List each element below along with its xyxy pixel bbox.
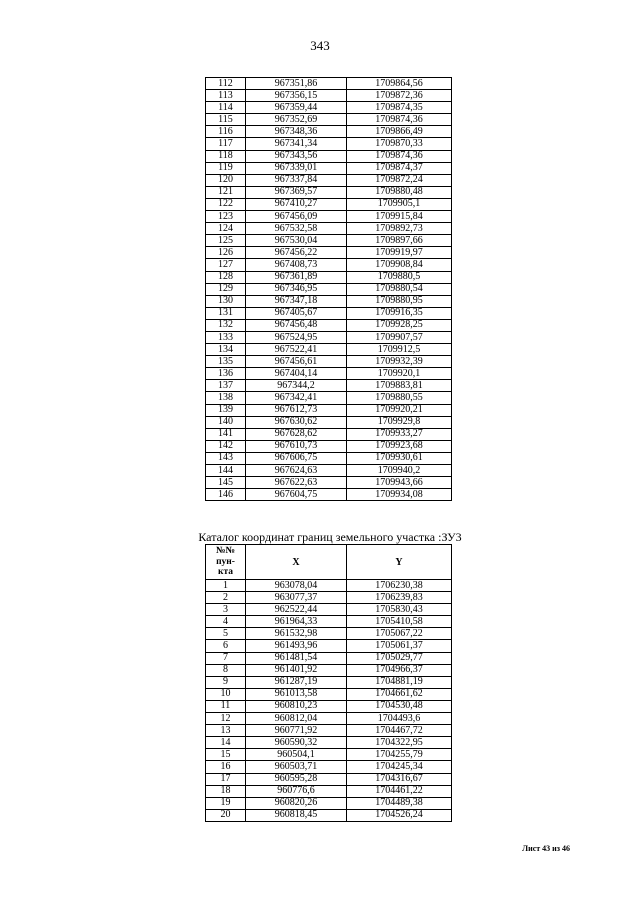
cell-y: 1709870,33: [347, 138, 452, 150]
cell-y: 1709934,08: [347, 489, 452, 501]
cell-y: 1709864,56: [347, 78, 452, 90]
table-row: [206, 440, 452, 452]
cell-x: 967532,58: [246, 223, 347, 235]
cell-y: 1709930,61: [347, 452, 452, 464]
cell-point-number: 3: [206, 604, 246, 616]
cell-y: 1705067,22: [347, 628, 452, 640]
cell-x: 967410,27: [246, 198, 347, 210]
cell-point-number: 13: [206, 725, 246, 737]
table-header-row: [206, 545, 452, 580]
cell-y: 1709920,21: [347, 404, 452, 416]
cell-y: 1709907,57: [347, 331, 452, 343]
cell-y: 1709880,48: [347, 186, 452, 198]
table-row: [206, 489, 452, 501]
cell-point-number: 146: [206, 489, 246, 501]
cell-point-number: 115: [206, 114, 246, 126]
cell-y: 1704467,72: [347, 725, 452, 737]
cell-x: 967408,73: [246, 259, 347, 271]
table-row: [206, 737, 452, 749]
cell-y: 1709919,97: [347, 247, 452, 259]
cell-y: 1709880,95: [347, 295, 452, 307]
cell-y: 1704493,6: [347, 713, 452, 725]
cell-point-number: 131: [206, 307, 246, 319]
cell-point-number: 12: [206, 713, 246, 725]
cell-y: 1709880,54: [347, 283, 452, 295]
cell-point-number: 119: [206, 162, 246, 174]
cell-x: 967351,86: [246, 78, 347, 90]
table-row: [206, 307, 452, 319]
cell-x: 967347,18: [246, 295, 347, 307]
cell-point-number: 125: [206, 235, 246, 247]
cell-x: 967456,48: [246, 319, 347, 331]
cell-x: 960771,92: [246, 725, 347, 737]
cell-point-number: 145: [206, 477, 246, 489]
cell-point-number: 18: [206, 785, 246, 797]
cell-point-number: 129: [206, 283, 246, 295]
cell-point-number: 20: [206, 809, 246, 821]
cell-x: 967405,67: [246, 307, 347, 319]
coordinates-table-body: [206, 78, 452, 501]
cell-point-number: 6: [206, 640, 246, 652]
table-row: [206, 368, 452, 380]
header-num-line2: пун-: [216, 556, 235, 567]
table-row: [206, 114, 452, 126]
cell-point-number: 114: [206, 102, 246, 114]
column-header-x: X: [246, 545, 347, 580]
cell-point-number: 14: [206, 737, 246, 749]
cell-y: 1709933,27: [347, 428, 452, 440]
cell-point-number: 122: [206, 198, 246, 210]
cell-x: 967456,09: [246, 211, 347, 223]
cell-x: 960810,23: [246, 700, 347, 712]
cell-x: 967356,15: [246, 90, 347, 102]
table-row: [206, 773, 452, 785]
cell-x: 967346,95: [246, 283, 347, 295]
cell-point-number: 113: [206, 90, 246, 102]
cell-y: 1709905,1: [347, 198, 452, 210]
cell-x: 967342,41: [246, 392, 347, 404]
table-row: [206, 616, 452, 628]
cell-x: 967456,61: [246, 356, 347, 368]
cell-point-number: 4: [206, 616, 246, 628]
cell-x: 967359,44: [246, 102, 347, 114]
sheet-counter: Лист 43 из 46: [522, 844, 570, 853]
cell-y: 1706230,38: [347, 580, 452, 592]
cell-x: 967352,69: [246, 114, 347, 126]
cell-x: 967622,63: [246, 477, 347, 489]
cell-x: 960595,28: [246, 773, 347, 785]
cell-x: 961287,19: [246, 676, 347, 688]
cell-point-number: 132: [206, 319, 246, 331]
cell-point-number: 116: [206, 126, 246, 138]
table-row: [206, 797, 452, 809]
table-row: [206, 604, 452, 616]
cell-point-number: 112: [206, 78, 246, 90]
cell-x: 967361,89: [246, 271, 347, 283]
cell-point-number: 8: [206, 664, 246, 676]
table-row: [206, 688, 452, 700]
cell-x: 967341,34: [246, 138, 347, 150]
table-row: [206, 295, 452, 307]
cell-x: 960820,26: [246, 797, 347, 809]
cell-x: 967606,75: [246, 452, 347, 464]
cell-y: 1704530,48: [347, 700, 452, 712]
table-row: [206, 174, 452, 186]
cell-x: 967524,95: [246, 331, 347, 343]
table-row: [206, 628, 452, 640]
header-num-line3: кта: [217, 567, 233, 578]
cell-x: 960503,71: [246, 761, 347, 773]
table-row: [206, 392, 452, 404]
table-row: [206, 102, 452, 114]
cell-x: 967404,14: [246, 368, 347, 380]
table-row: [206, 416, 452, 428]
cell-x: 967610,73: [246, 440, 347, 452]
cell-point-number: 128: [206, 271, 246, 283]
cell-y: 1709912,5: [347, 344, 452, 356]
table-row: [206, 235, 452, 247]
cell-point-number: 139: [206, 404, 246, 416]
cell-x: 960818,45: [246, 809, 347, 821]
cell-point-number: 9: [206, 676, 246, 688]
cell-y: 1709908,84: [347, 259, 452, 271]
table-row: [206, 259, 452, 271]
cell-x: 963078,04: [246, 580, 347, 592]
cell-y: 1709872,36: [347, 90, 452, 102]
cell-point-number: 141: [206, 428, 246, 440]
cell-point-number: 130: [206, 295, 246, 307]
table-row: [206, 211, 452, 223]
cell-point-number: 135: [206, 356, 246, 368]
table-row: [206, 580, 452, 592]
cell-point-number: 144: [206, 465, 246, 477]
table-row: [206, 761, 452, 773]
cell-y: 1704245,34: [347, 761, 452, 773]
cell-x: 962522,44: [246, 604, 347, 616]
column-header-point-number: [206, 545, 246, 580]
table-row: [206, 809, 452, 821]
table-row: [206, 198, 452, 210]
table-row: [206, 162, 452, 174]
cell-y: 1704322,95: [347, 737, 452, 749]
cell-y: 1709943,66: [347, 477, 452, 489]
cell-point-number: 126: [206, 247, 246, 259]
cell-point-number: 133: [206, 331, 246, 343]
cell-point-number: 123: [206, 211, 246, 223]
coordinates-table-body: [206, 580, 452, 822]
coordinates-table-zu3: [205, 544, 452, 822]
cell-y: 1705061,37: [347, 640, 452, 652]
cell-point-number: 140: [206, 416, 246, 428]
cell-x: 967604,75: [246, 489, 347, 501]
table-row: [206, 319, 452, 331]
cell-y: 1709874,37: [347, 162, 452, 174]
cell-y: 1704966,37: [347, 664, 452, 676]
cell-point-number: 7: [206, 652, 246, 664]
cell-y: 1709880,5: [347, 271, 452, 283]
cell-x: 961481,54: [246, 652, 347, 664]
cell-y: 1709916,35: [347, 307, 452, 319]
cell-x: 960812,04: [246, 713, 347, 725]
cell-point-number: 121: [206, 186, 246, 198]
cell-y: 1709872,24: [347, 174, 452, 186]
cell-point-number: 143: [206, 452, 246, 464]
cell-y: 1709866,49: [347, 126, 452, 138]
coordinates-table-continued: [205, 77, 452, 501]
cell-x: 967339,01: [246, 162, 347, 174]
cell-y: 1704255,79: [347, 749, 452, 761]
cell-x: 963077,37: [246, 592, 347, 604]
cell-x: 967530,04: [246, 235, 347, 247]
cell-point-number: 134: [206, 344, 246, 356]
table-row: [206, 126, 452, 138]
cell-point-number: 142: [206, 440, 246, 452]
cell-y: 1704316,67: [347, 773, 452, 785]
cell-x: 960504,1: [246, 749, 347, 761]
cell-x: 967630,62: [246, 416, 347, 428]
cell-point-number: 117: [206, 138, 246, 150]
cell-y: 1709932,39: [347, 356, 452, 368]
page-number: 343: [310, 38, 330, 53]
table-row: [206, 652, 452, 664]
cell-point-number: 16: [206, 761, 246, 773]
cell-y: 1709883,81: [347, 380, 452, 392]
cell-point-number: 136: [206, 368, 246, 380]
table-row: [206, 150, 452, 162]
table-row: [206, 785, 452, 797]
cell-y: 1709915,84: [347, 211, 452, 223]
cell-x: 967522,41: [246, 344, 347, 356]
table-row: [206, 725, 452, 737]
cell-y: 1709920,1: [347, 368, 452, 380]
cell-x: 967456,22: [246, 247, 347, 259]
cell-x: 960776,6: [246, 785, 347, 797]
table-row: [206, 640, 452, 652]
cell-x: 967612,73: [246, 404, 347, 416]
cell-y: 1709928,25: [347, 319, 452, 331]
cell-y: 1704489,38: [347, 797, 452, 809]
cell-y: 1709892,73: [347, 223, 452, 235]
cell-point-number: 124: [206, 223, 246, 235]
table-row: [206, 749, 452, 761]
table-row: [206, 380, 452, 392]
cell-x: 961401,92: [246, 664, 347, 676]
cell-y: 1709923,68: [347, 440, 452, 452]
table-row: [206, 78, 452, 90]
cell-x: 967337,84: [246, 174, 347, 186]
cell-y: 1709940,2: [347, 465, 452, 477]
cell-y: 1709874,36: [347, 114, 452, 126]
cell-y: 1709880,55: [347, 392, 452, 404]
cell-x: 961964,33: [246, 616, 347, 628]
cell-point-number: 2: [206, 592, 246, 604]
table-row: [206, 344, 452, 356]
table-row: [206, 331, 452, 343]
cell-point-number: 5: [206, 628, 246, 640]
cell-point-number: 11: [206, 700, 246, 712]
cell-x: 967344,2: [246, 380, 347, 392]
table-row: [206, 138, 452, 150]
cell-point-number: 120: [206, 174, 246, 186]
cell-y: 1704661,62: [347, 688, 452, 700]
cell-x: 967628,62: [246, 428, 347, 440]
cell-x: 967343,56: [246, 150, 347, 162]
cell-y: 1704881,19: [347, 676, 452, 688]
cell-y: 1704526,24: [347, 809, 452, 821]
table-row: [206, 664, 452, 676]
cell-x: 960590,32: [246, 737, 347, 749]
table-row: [206, 465, 452, 477]
table-row: [206, 223, 452, 235]
cell-y: 1705830,43: [347, 604, 452, 616]
cell-x: 961532,98: [246, 628, 347, 640]
table-row: [206, 713, 452, 725]
table-row: [206, 271, 452, 283]
table-caption: Каталог координат границ земельного участка :ЗУ3: [198, 530, 462, 544]
cell-point-number: 15: [206, 749, 246, 761]
table-row: [206, 356, 452, 368]
table-row: [206, 186, 452, 198]
cell-y: 1705410,58: [347, 616, 452, 628]
cell-point-number: 137: [206, 380, 246, 392]
header-num-line1: №№: [215, 546, 236, 557]
cell-point-number: 138: [206, 392, 246, 404]
cell-y: 1704461,22: [347, 785, 452, 797]
column-header-y: Y: [347, 545, 452, 580]
table-row: [206, 452, 452, 464]
cell-x: 967348,36: [246, 126, 347, 138]
cell-point-number: 17: [206, 773, 246, 785]
table-row: [206, 700, 452, 712]
cell-point-number: 1: [206, 580, 246, 592]
cell-point-number: 118: [206, 150, 246, 162]
cell-x: 961493,96: [246, 640, 347, 652]
cell-y: 1709929,8: [347, 416, 452, 428]
table-row: [206, 283, 452, 295]
cell-x: 961013,58: [246, 688, 347, 700]
table-row: [206, 676, 452, 688]
cell-y: 1709874,35: [347, 102, 452, 114]
table-row: [206, 90, 452, 102]
cell-point-number: 19: [206, 797, 246, 809]
cell-x: 967369,57: [246, 186, 347, 198]
cell-point-number: 127: [206, 259, 246, 271]
cell-x: 967624,63: [246, 465, 347, 477]
cell-y: 1709897,66: [347, 235, 452, 247]
table-row: [206, 247, 452, 259]
cell-point-number: 10: [206, 688, 246, 700]
cell-y: 1709874,36: [347, 150, 452, 162]
cell-y: 1706239,83: [347, 592, 452, 604]
table-row: [206, 404, 452, 416]
table-row: [206, 592, 452, 604]
cell-y: 1705029,77: [347, 652, 452, 664]
table-row: [206, 477, 452, 489]
table-row: [206, 428, 452, 440]
